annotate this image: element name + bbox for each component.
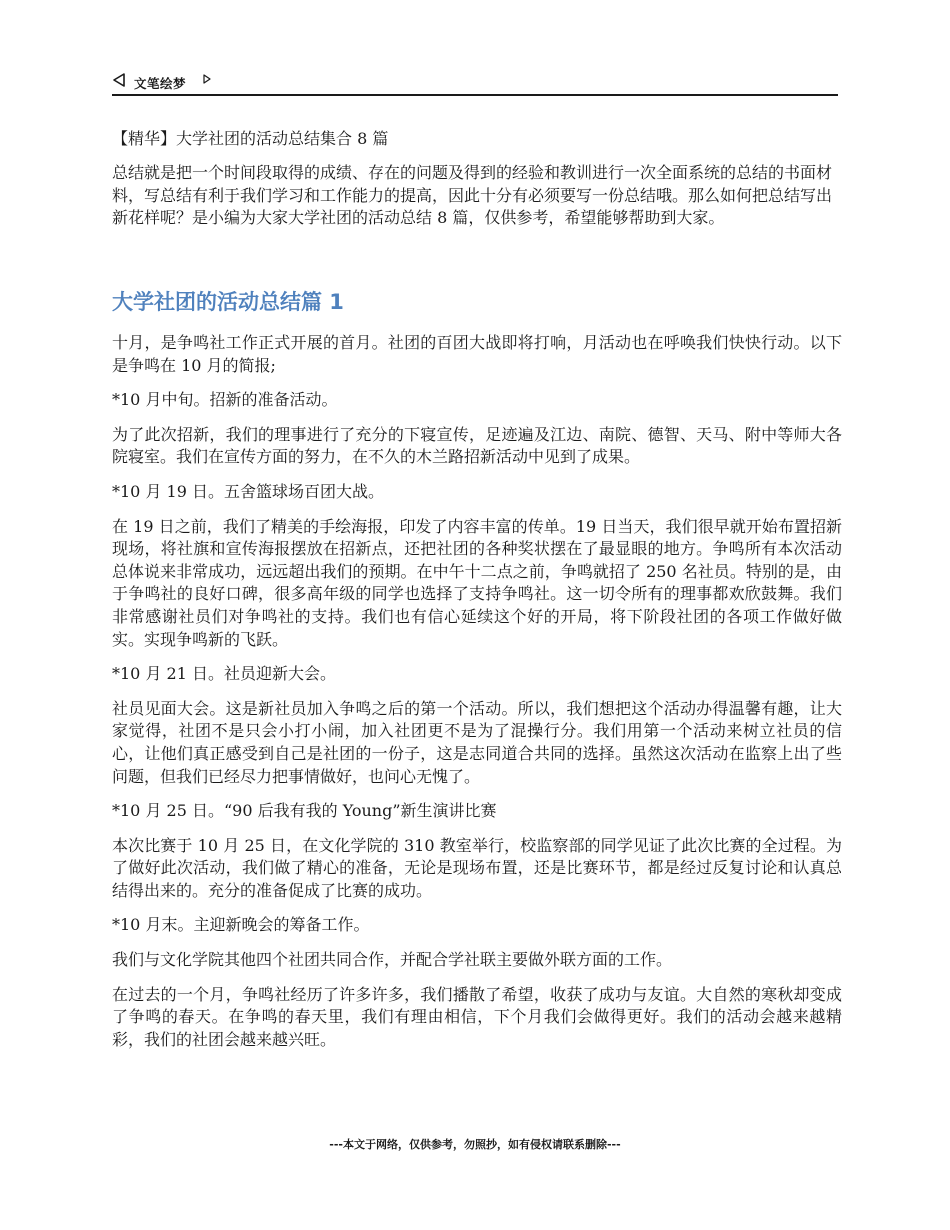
header-brand: 文笔绘梦 (134, 76, 187, 91)
paragraph: *10 月 25 日。“90 后我有我的 Young”新生演讲比赛 (112, 801, 497, 821)
paragraph: *10 月 19 日。五舍篮球场百团大战。 (112, 481, 384, 501)
paragraph: *10 月中旬。招新的准备活动。 (112, 390, 338, 410)
paragraph: 在 19 日之前，我们了精美的手绘海报，印发了内容丰富的传单。19 日当天，我们很早就开始布置招新现场，将社旗和宣传海报摆放在招新点，还把社团的各种奖状摆在了最显眼的地方。争鸣所有本次活动总体说来非常成功，远远超出我们的预期。在中午十二点之前，争鸣就招了 250 名社员。特别的是，由于争鸣社的良好口碑，很多高年级的同学也选择了支持争鸣社。这一切令所有的理事都欢欣鼓舞。我们非常感谢社员们对争鸣社的支持。我们也有信心延续这个好的开局，将下阶段社团的各项工作做好做实。实现争鸣新的飞跃。 (112, 516, 842, 649)
paragraph: *10 月 21 日。社员迎新大会。 (112, 664, 336, 684)
section-body (112, 332, 842, 1063)
paragraph: 十月，是争鸣社工作正式开展的首月。社团的百团大战即将打响，月活动也在呼唤我们快快行动。以下是争鸣在 10 月的简报; (112, 333, 842, 375)
intro-paragraph: 总结就是把一个时间段取得的成绩、存在的问题及得到的经验和教训进行一次全面系统的总结的书面材料，写总结有利于我们学习和工作能力的提高，因此十分有必须要写一份总结哦。那么如何把总结写出新花样呢？是小编为大家大学社团的活动总结 8 篇，仅供参考，希望能够帮助到大家。 (112, 163, 833, 228)
document-title: 【精华】大学社团的活动总结集合 8 篇 (112, 129, 389, 148)
forward-arrow-icon[interactable] (202, 74, 212, 84)
back-arrow-icon[interactable] (112, 73, 126, 87)
paragraph: 社员见面大会。这是新社员加入争鸣之后的第一个活动。所以，我们想把这个活动办得温馨有趣，让大家觉得，社团不是只会小打小闹，加入社团更不是为了混操行分。我们用第一个活动来树立社员的信心，让他们真正感受到自己是社团的一份子，这是志同道合共同的选择。虽然这次活动在监察上出了些问题，但我们已经尽力把事情做好，也问心无愧了。 (112, 698, 842, 786)
page-header (112, 70, 838, 96)
paragraph: 为了此次招新，我们的理事进行了充分的下寝宣传，足迹遍及江边、南院、德智、天马、附中等师大各院寝室。我们在宣传方面的努力，在不久的木兰路招新活动中见到了成果。 (112, 424, 842, 467)
paragraph: *10 月末。主迎新晚会的筹备工作。 (112, 915, 370, 935)
paragraph: 我们与文化学院其他四个社团共同合作，并配合学社联主要做外联方面的工作。 (112, 950, 673, 970)
paragraph: 本次比赛于 10 月 25 日，在文化学院的 310 教室举行，校监察部的同学见证了此次比赛的全过程。为了做好此次活动，我们做了精心的准备，无论是现场布置，还是比赛环节，都是经过反复讨论和认真总结得出来的。充分的准备促成了比赛的成功。 (112, 835, 842, 900)
section-heading: 大学社团的活动总结篇 1 (112, 290, 344, 314)
page-footer: ---本文于网络，仅供参考，勿照抄，如有侵权请联系删除--- (329, 1138, 621, 1151)
paragraph: 在过去的一个月，争鸣社经历了许多许多，我们播散了希望，收获了成功与友谊。大自然的寒秋却变成了争鸣的春天。在争鸣的春天里，我们有理由相信，下个月我们会做得更好。我们的活动会越来越精彩，我们的社团会越来越兴旺。 (112, 984, 842, 1049)
